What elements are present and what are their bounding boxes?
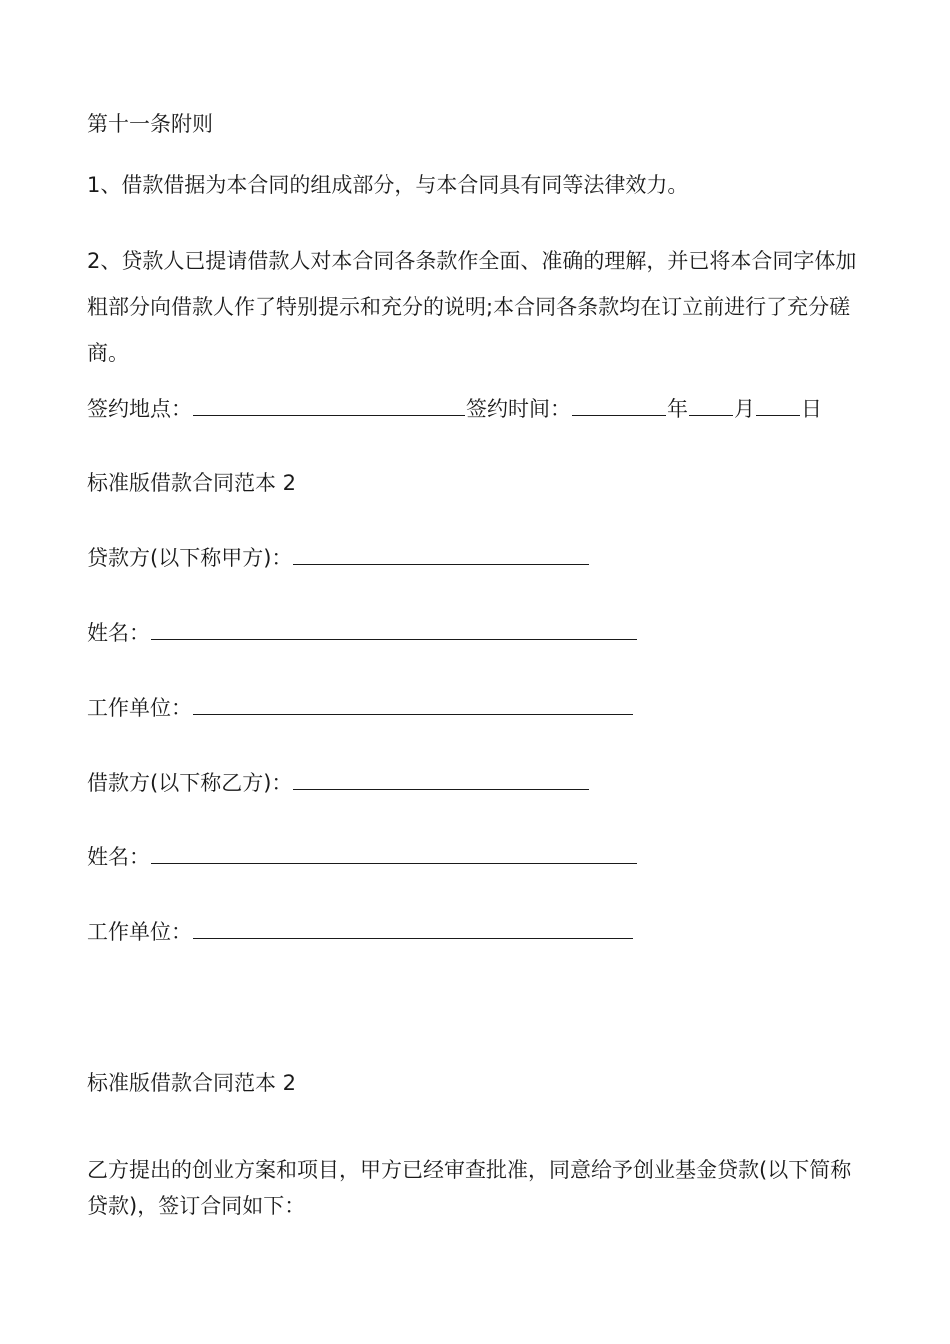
section-title-1: 标准版借款合同范本 2 [87, 471, 297, 495]
signing-month-blank[interactable] [689, 393, 733, 416]
signing-day-blank[interactable] [756, 393, 800, 416]
borrower-work-line [87, 916, 867, 949]
borrower-work-blank[interactable] [193, 916, 633, 939]
borrower-name-line [87, 841, 867, 874]
lender-name-label: 姓名： [87, 621, 150, 645]
section-title-2: 标准版借款合同范本 2 [87, 1071, 297, 1095]
borrower-label: 借款方(以下称乙方)： [87, 771, 293, 795]
day-label: 日 [801, 397, 822, 421]
lender-work-line [87, 692, 867, 725]
lender-blank[interactable] [293, 542, 589, 565]
lender-name-blank[interactable] [151, 617, 637, 640]
borrower-blank[interactable] [293, 767, 589, 790]
borrower-name-blank[interactable] [151, 841, 637, 864]
article-title: 第十一条附则 [87, 112, 213, 136]
lender-work-label: 工作单位： [87, 696, 192, 720]
year-label: 年 [667, 397, 688, 421]
borrower-line [87, 767, 867, 800]
signing-place-label: 签约地点： [87, 397, 192, 421]
lender-work-blank[interactable] [193, 692, 633, 715]
clause-2: 2、贷款人已提请借款人对本合同各条款作全面、准确的理解，并已将本合同字体加粗部分向借款人作了特别提示和充分的说明;本合同各条款均在订立前进行了充分磋商。 [87, 249, 857, 365]
signing-line [87, 393, 867, 426]
lender-label: 贷款方(以下称甲方)： [87, 546, 293, 570]
clause-1: 1、借款借据为本合同的组成部分，与本合同具有同等法律效力。 [87, 173, 689, 197]
borrower-work-label: 工作单位： [87, 920, 192, 944]
intro-paragraph: 乙方提出的创业方案和项目，甲方已经审查批准，同意给予创业基金贷款(以下简称贷款)，签订合同如下： [87, 1158, 852, 1218]
borrower-name-label: 姓名： [87, 845, 150, 869]
month-label: 月 [734, 397, 755, 421]
signing-year-blank[interactable] [572, 393, 666, 416]
signing-time-label: 签约时间： [466, 397, 571, 421]
lender-line [87, 542, 867, 575]
lender-name-line [87, 617, 867, 650]
signing-place-blank[interactable] [193, 393, 465, 416]
